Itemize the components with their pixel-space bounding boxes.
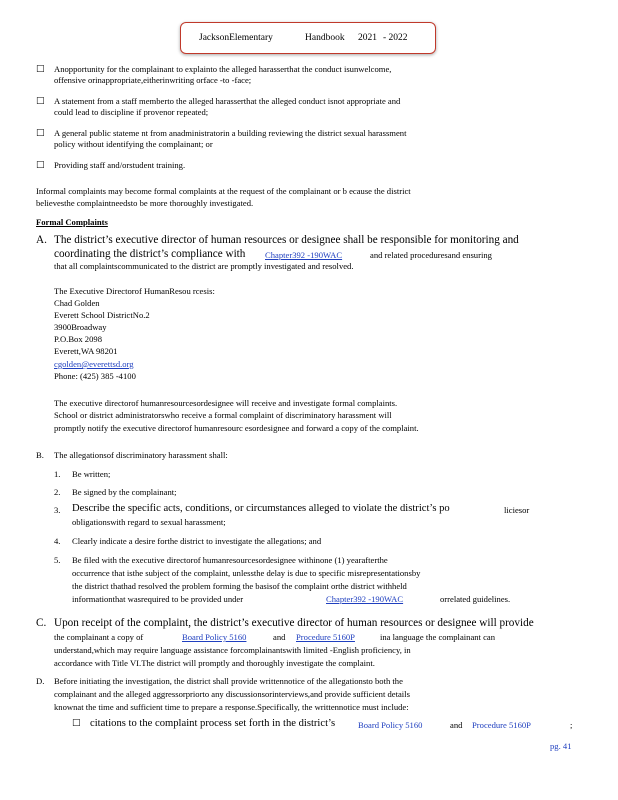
- section-a-line: coordinating the district’s compliance with: [54, 248, 246, 260]
- checkbox-bullet-icon: □: [36, 128, 45, 138]
- section-d-bullet: ;: [570, 720, 573, 730]
- list-number: 3.: [54, 505, 61, 515]
- list-number: 4.: [54, 536, 61, 546]
- contact-street: 3900Broadway: [54, 322, 107, 332]
- contact-name: Chad Golden: [54, 298, 100, 308]
- section-a-line: The district’s executive director of human resources or designee shall be responsible for monitoring and: [54, 234, 519, 246]
- list-item: orrelated guidelines.: [440, 594, 511, 604]
- checkbox-bullet-icon: □: [72, 718, 81, 728]
- list-item: Be filed with the executive directorof humanresourcesordesignee withinone (1) yearafterthe: [72, 555, 388, 565]
- checkbox-bullet-icon: □: [36, 96, 45, 106]
- contact-city: Everett,WA 98201: [54, 346, 118, 356]
- bullet-line: Providing staff and/orstudent training.: [54, 160, 186, 170]
- section-c-line: understand,which may require language assistance forcomplainantswith limited -English proficiency, in: [54, 645, 411, 655]
- chapter-link[interactable]: Chapter392 -190WAC: [326, 594, 404, 604]
- section-d-line: knownat the time and sufficient time to prepare a response.Specifically, the writtennotice must include:: [54, 702, 409, 712]
- list-number: 5.: [54, 555, 61, 565]
- board-policy-link[interactable]: Board Policy 5160: [358, 720, 423, 730]
- section-c-line: Upon receipt of the complaint, the district’s executive director of human resources or designee will provide: [54, 617, 534, 629]
- list-item: occurrence that isthe subject of the complaint, unlessthe delay is due to specific misrepresentationsby: [72, 568, 421, 578]
- section-a-paragraph: The executive directorof humanresourcesordesignee will receive and investigate formal complaints.: [54, 398, 398, 408]
- header-school: JacksonElementary: [199, 33, 273, 43]
- section-d-line: complainant and the alleged aggressorpriorto any discussionsorinterviews,and provide sufficient details: [54, 689, 410, 699]
- board-policy-link[interactable]: Board Policy 5160: [182, 632, 247, 642]
- section-a-paragraph: promptly notify the executive directorof humanresourc esordesignee and forward a copy of the complaint.: [54, 423, 419, 433]
- list-item: Be signed by the complainant;: [72, 487, 177, 497]
- informal-line: believesthe complaintneedsto be more thoroughly investigated.: [36, 198, 254, 208]
- section-letter: B.: [36, 450, 44, 460]
- list-item: Clearly indicate a desire forthe district to investigate the allegations; and: [72, 536, 322, 546]
- list-number: 2.: [54, 487, 61, 497]
- section-d-bullet: citations to the complaint process set forth in the district’s: [90, 718, 336, 729]
- section-c-line: the complainant a copy of: [54, 632, 144, 642]
- list-item: the district thathad resolved the problem forming the basisof the complaint orthe district withheld: [72, 581, 407, 591]
- section-c-line: ina language the complainant can: [380, 632, 496, 642]
- section-c-line: accordance with Title VI.The district will promptly and thoroughly investigate the complaint.: [54, 658, 375, 668]
- section-letter: C.: [36, 617, 47, 629]
- header-year-end: - 2022: [383, 33, 408, 43]
- bullet-line: offensive orinappropriate,eitherinwriting orface -to -face;: [54, 75, 252, 85]
- section-letter: D.: [36, 676, 45, 686]
- formal-complaints-heading: Formal Complaints: [36, 217, 108, 227]
- page-number: pg. 41: [550, 741, 572, 751]
- contact-pobox: P.O.Box 2098: [54, 334, 102, 344]
- procedure-link[interactable]: Procedure 5160P: [296, 632, 355, 642]
- section-a-line: and related proceduresand ensuring: [370, 250, 492, 260]
- section-a-line: that all complaintscommunicated to the district are promptly investigated and resolved.: [54, 261, 354, 271]
- section-d-bullet: and: [450, 720, 463, 730]
- header-label: Handbook: [305, 33, 345, 43]
- contact-email-link[interactable]: cgolden@everettsd.org: [54, 359, 134, 369]
- contact-org: Everett School DistrictNo.2: [54, 310, 150, 320]
- section-c-line: and: [273, 632, 286, 642]
- section-d-line: Before initiating the investigation, the district shall provide writtennotice of the allegationsto both the: [54, 676, 403, 686]
- contact-phone: Phone: (425) 385 -4100: [54, 371, 136, 381]
- procedure-link[interactable]: Procedure 5160P: [472, 720, 531, 730]
- list-item: obligationswith regard to sexual harassment;: [72, 517, 226, 527]
- chapter-link[interactable]: Chapter392 -190WAC: [265, 250, 343, 260]
- list-item: informationthat wasrequired to be provided under: [72, 594, 244, 604]
- bullet-line: A general public stateme nt from anadministratorin a building reviewing the district sexual harassment: [54, 128, 407, 138]
- bullet-line: A statement from a staff memberto the alleged harasserthat the alleged conduct isnot appropriate and: [54, 96, 401, 106]
- section-letter: A.: [36, 234, 47, 246]
- list-number: 1.: [54, 469, 61, 479]
- section-b-intro: The allegationsof discriminatory harassment shall:: [54, 450, 228, 460]
- list-item: Describe the specific acts, conditions, or circumstances alleged to violate the district’s po: [72, 503, 450, 514]
- bullet-line: policy without identifying the complainant; or: [54, 139, 213, 149]
- section-a-paragraph: School or district administratorswho receive a formal complaint of discriminatory harassment will: [54, 410, 392, 420]
- informal-line: Informal complaints may become formal complaints at the request of the complainant or b ecause the district: [36, 186, 411, 196]
- bullet-line: could lead to discipline if provenor repeated;: [54, 107, 209, 117]
- list-item-tail: liciesor: [504, 505, 530, 515]
- list-item: Be written;: [72, 469, 111, 479]
- bullet-line: Anopportunity for the complainant to explainto the alleged harasserthat the conduct isunwelcome,: [54, 64, 392, 74]
- header-year-start: 2021: [358, 33, 377, 43]
- contact-title: The Executive Directorof HumanResou rcesis:: [54, 286, 215, 296]
- checkbox-bullet-icon: □: [36, 160, 45, 170]
- header-box: [180, 22, 436, 54]
- checkbox-bullet-icon: □: [36, 64, 45, 74]
